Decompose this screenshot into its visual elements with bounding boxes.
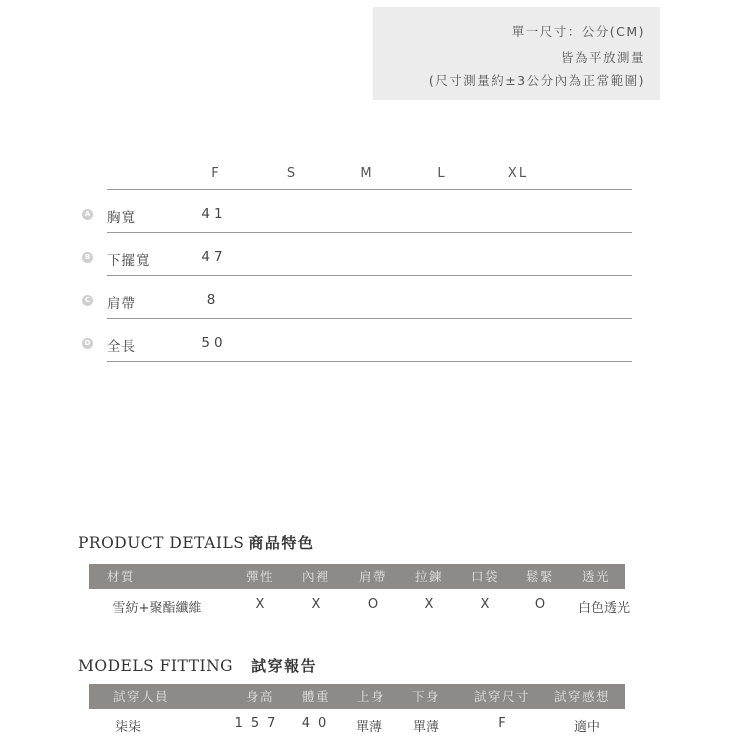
header-pocket: 口袋: [470, 569, 500, 584]
row-label: 肩帶: [107, 296, 136, 312]
note-tolerance: (尺寸測量約±3公分內為正常範圍): [428, 73, 645, 88]
value-material: 雪紡+聚酯纖維: [112, 601, 202, 616]
size-header-m: M: [360, 166, 374, 181]
row-label: 下擺寬: [107, 253, 151, 269]
value-pocket: X: [480, 597, 490, 612]
header-height: 身高: [245, 689, 275, 704]
value-lining: X: [311, 597, 321, 612]
size-header-f: F: [211, 166, 221, 181]
product-details-title: [78, 532, 314, 553]
size-header-s: S: [286, 166, 298, 181]
value-model: 柒柒: [114, 720, 142, 735]
divider: [107, 232, 632, 233]
header-elastic-band: 鬆緊: [525, 569, 555, 584]
row-value-f: 41: [201, 206, 227, 222]
divider: [107, 189, 632, 190]
value-top-fit: 單薄: [355, 720, 383, 735]
models-fitting-title: [78, 655, 317, 676]
note-unit: 單一尺寸：公分(CM): [511, 24, 645, 39]
header-material: 材質: [106, 569, 136, 584]
row-badge: D: [82, 338, 93, 349]
header-sheerness: 透光: [581, 569, 611, 584]
value-strap: O: [367, 597, 379, 612]
value-weight: 40: [301, 716, 335, 731]
header-model: 試穿人員: [112, 689, 170, 704]
header-strap: 肩帶: [358, 569, 388, 584]
value-elastic-band: O: [534, 597, 546, 612]
value-height: 157: [234, 716, 284, 731]
value-zipper: X: [424, 597, 434, 612]
row-label: 全長: [107, 339, 136, 355]
row-badge: C: [82, 295, 93, 306]
row-badge: B: [82, 252, 93, 263]
models-fitting-header-bar: [89, 684, 625, 709]
header-weight: 體重: [301, 689, 331, 704]
row-value-f: 47: [201, 249, 227, 265]
row-value-f: 50: [201, 335, 227, 351]
row-badge: A: [82, 209, 93, 220]
value-elasticity: X: [255, 597, 265, 612]
divider: [107, 275, 632, 276]
row-value-f: 8: [206, 292, 220, 308]
size-header-l: L: [437, 166, 447, 181]
section-title-en: MODELS FITTING: [78, 657, 234, 675]
row-label: 胸寬: [107, 210, 136, 226]
header-top-fit: 上身: [356, 689, 386, 704]
value-sheerness: 白色透光: [577, 601, 631, 616]
value-try-size: F: [498, 716, 506, 731]
divider: [107, 318, 632, 319]
section-title-zh: 試穿報告: [251, 657, 318, 675]
header-bottom-fit: 下身: [411, 689, 441, 704]
header-zipper: 拉鍊: [414, 569, 444, 584]
note-method: 皆為平放測量: [560, 50, 645, 65]
header-try-size: 試穿尺寸: [473, 689, 531, 704]
section-title-en: PRODUCT DETAILS: [78, 534, 245, 552]
size-header-xl: XL: [507, 166, 529, 181]
section-title-zh: 商品特色: [248, 534, 315, 552]
divider: [107, 361, 632, 362]
header-lining: 內裡: [301, 569, 331, 584]
header-elasticity: 彈性: [245, 569, 275, 584]
measurement-note: [373, 7, 660, 100]
header-fit-feeling: 試穿感想: [553, 689, 611, 704]
value-bottom-fit: 單薄: [412, 720, 440, 735]
value-fit-feeling: 適中: [573, 720, 601, 735]
product-details-header-bar: [89, 564, 625, 589]
